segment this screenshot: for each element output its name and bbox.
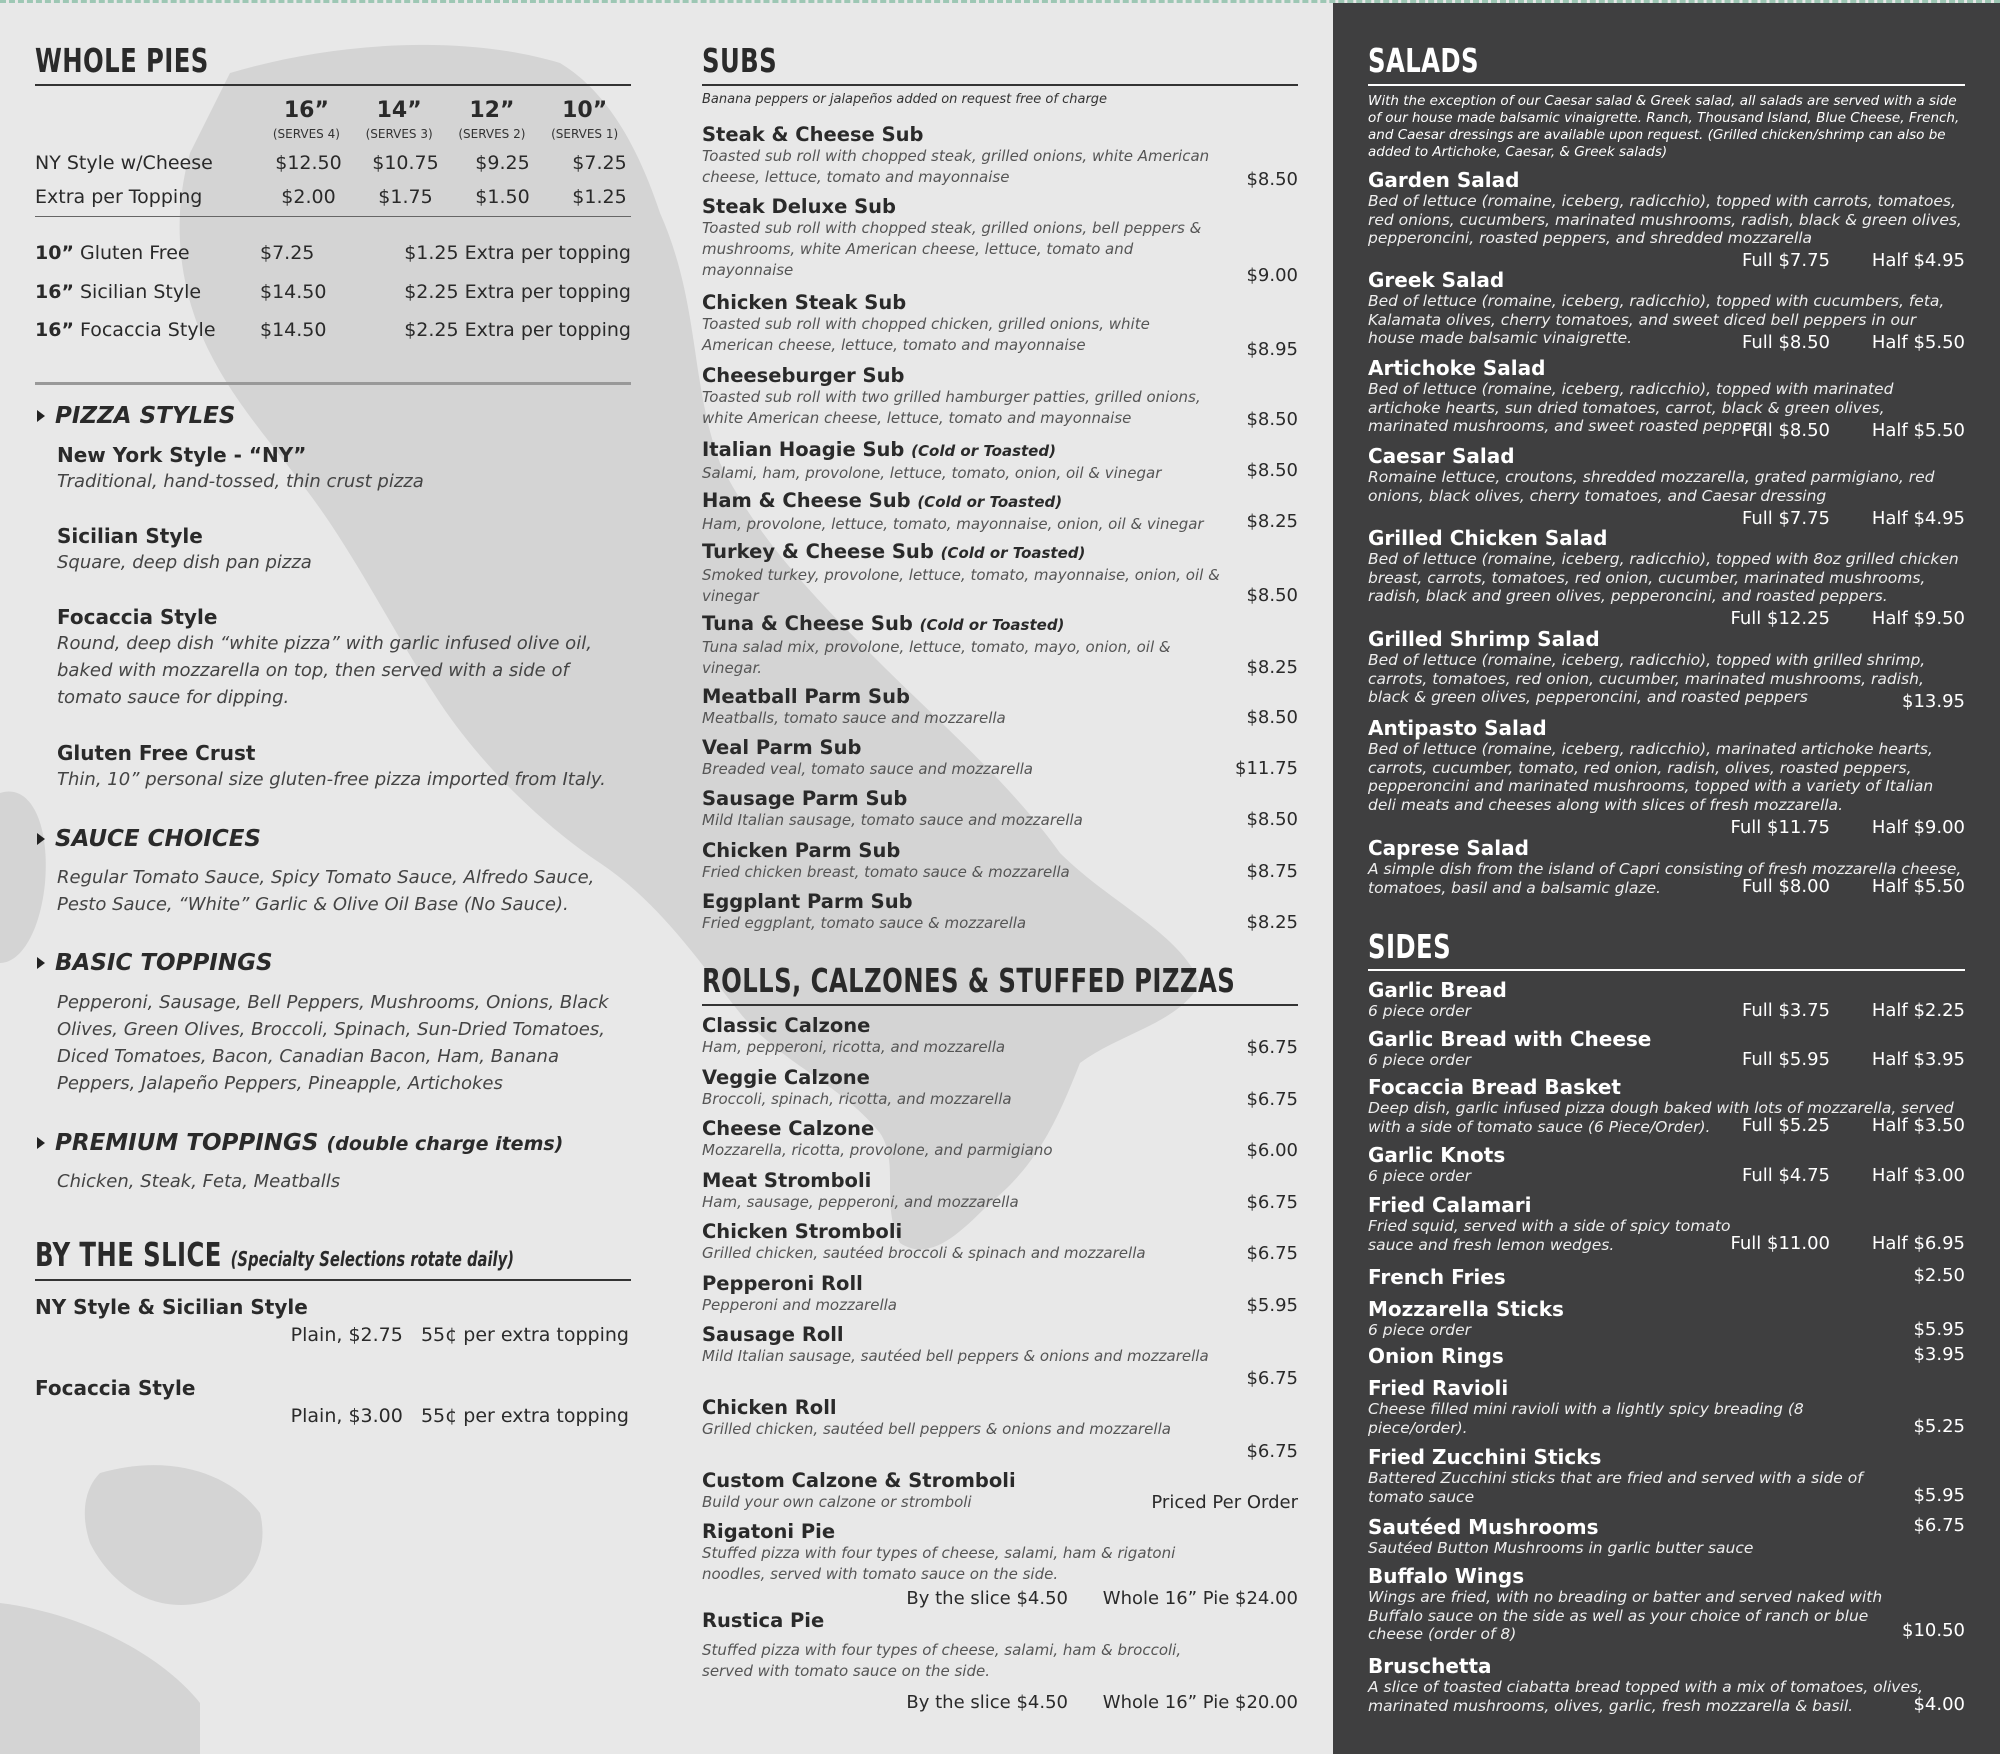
slice-subtitle: (Specialty Selections rotate daily) [230,1247,514,1271]
item-price: $8.50 [1246,707,1298,728]
full-price: Full $8.50 [1741,420,1830,441]
item-name: Fried Ravioli [1368,1376,1509,1400]
item-price: $5.95 [1246,1295,1298,1316]
item-price: $6.75 [1246,1441,1298,1462]
price-cell: $7.25 [260,242,315,264]
size-label: 10” [562,98,608,123]
item-desc: Ham, pepperoni, ricotta, and mozzarella [702,1038,1006,1056]
item-name: Classic Calzone [702,1014,871,1037]
style-item [57,740,631,793]
style-item [57,604,617,711]
item-desc: Fried chicken breast, tomato sauce & mozzarella [702,863,1070,881]
item-name: Cheese Calzone [702,1117,875,1140]
style-title: Sicilian Style [57,524,203,548]
premium-toppings-text: Chicken, Steak, Feta, Meatballs [57,1171,341,1192]
full-price: Full $3.75 [1741,1000,1830,1021]
item-desc: Mild Italian sausage, tomato sauce and mozzarella [702,811,1083,829]
size-label: 14” [376,98,422,123]
item-note: (Cold or Toasted) [911,442,1056,460]
pies-divider [35,216,631,217]
half-price: $3.95 [1913,1344,1965,1365]
item-desc: A simple dish from the island of Capri consisting of fresh mozzarella cheese, tomatoes, basil and a balsamic glaze. [1368,860,1962,897]
side-item [1368,1297,1965,1340]
premium-toppings-heading [35,1130,563,1156]
item-desc: Tuna salad mix, provolone, lettuce, tomato, mayo, onion, oil & vinegar. [702,638,1171,677]
item-name-text: Turkey & Cheese Sub [702,540,934,563]
style-desc: Traditional, hand-tossed, thin crust pizza [57,471,424,492]
price-cell: $10.75 [372,152,439,174]
full-price: Full $7.75 [1741,250,1830,271]
serves-label: (SERVES 2) [458,127,526,141]
item-price: $6.75 [1246,1368,1298,1389]
side-item [1368,1654,1965,1715]
item-desc: Cheese filled mini ravioli with a lightly spicy breading (8 piece/order). [1368,1400,1804,1437]
item-name: Rigatoni Pie [702,1520,836,1543]
half-price: $2.50 [1913,1265,1965,1286]
basic-toppings-text: Pepperoni, Sausage, Bell Peppers, Mushrooms, Onions, Black Olives, Green Olives, Broccoli, Spinach, Sun-Dried Tomatoes, Diced Tomatoes, Bacon, Canadian Bacon, Ham, Banana Peppers, Jalapeño Peppers, Pineapple, Artichokes [57,992,609,1094]
item-name: Artichoke Salad [1368,356,1546,380]
item-name [702,736,1298,759]
row-label: 16” Focaccia Style [35,319,216,341]
item-name: French Fries [1368,1265,1506,1289]
item-price: $6.75 [1246,1037,1298,1058]
price-cell: $7.25 [572,152,627,174]
item-desc: Battered Zucchini sticks that are fried and served with a side of tomato sauce [1368,1469,1863,1506]
side-item [1368,1445,1965,1506]
style-desc: Round, deep dish “white pizza” with garlic infused olive oil, baked with mozzarella on top, then served with a side of tomato sauce for dipping. [57,633,592,708]
rolls-heading: ROLLS, CALZONES & STUFFED PIZZAS [702,961,1236,1000]
item-price: $6.75 [1246,1089,1298,1110]
size-14 [353,98,446,141]
item-name-text: Chicken Steak Sub [702,291,907,314]
item-desc: Sautéed Button Mushrooms in garlic butter sauce [1368,1539,1754,1557]
extra-cell: $2.25 Extra per topping [404,319,631,341]
sauce-choices-heading: SAUCE CHOICES [35,826,261,852]
sub-item [702,787,1298,831]
item-desc: Bed of lettuce (romaine, iceberg, radicchio), topped with grilled shrimp, carrots, tomatoes, red onion, cucumber, marinated mushrooms, radish, black & green olives, pepperoncini, and roasted peppers [1368,651,1926,706]
item-name-text: Sausage Parm Sub [702,787,908,810]
item-price: $6.00 [1246,1140,1298,1161]
item-desc: A slice of toasted ciabatta bread topped with a mix of tomatoes, olives, marinated mushrooms, olives, garlic, fresh mozzarella & basil. [1368,1678,1923,1715]
serves-label: (SERVES 3) [365,127,433,141]
row-label: NY Style w/Cheese [35,152,213,174]
subs-rule [702,84,1298,86]
item-name: Buffalo Wings [1368,1564,1525,1588]
item-name: Garlic Bread [1368,978,1507,1002]
column-salads-sides [1333,3,2000,1754]
subs-note: Banana peppers or jalapeños added on request free of charge [702,92,1108,107]
price-cell: $14.50 [260,319,327,341]
salad-item [1368,356,1965,441]
slice-price: By the slice $4.50 [906,1588,1068,1609]
slice-price: Plain, $2.75 55¢ per extra topping [290,1324,629,1346]
full-price: Full $7.75 [1741,508,1830,529]
half-price: $4.00 [1913,1694,1965,1715]
item-name: Caprese Salad [1368,836,1529,860]
item-name: Chicken Stromboli [702,1220,903,1243]
specialty-row-focaccia [35,319,631,341]
item-name-text: Cheeseburger Sub [702,364,905,387]
sub-item [702,489,1298,535]
item-name: Custom Calzone & Stromboli [702,1469,1016,1492]
salad-item [1368,168,1965,271]
row-label: Extra per Topping [35,186,203,208]
item-name: Pepperoni Roll [702,1272,863,1295]
sub-item [702,839,1298,883]
item-desc: Mild Italian sausage, sautéed bell peppers & onions and mozzarella [702,1347,1209,1365]
roll-item [702,1014,1298,1058]
full-price: Full $5.25 [1741,1115,1830,1136]
whole-price: Whole 16” Pie $20.00 [1102,1692,1298,1713]
item-desc: Bed of lettuce (romaine, iceberg, radicchio), topped with 8oz grilled chicken breast, carrots, tomatoes, red onion, cucumber, marinated mushrooms, radish, black and green olives, pepperoncini, and roasted peppers. [1368,550,1959,605]
item-name: Fried Calamari [1368,1193,1532,1217]
roll-item [702,1396,1298,1462]
item-name-text: Meatball Parm Sub [702,685,910,708]
sub-item [702,685,1298,729]
side-item [1368,978,1965,1021]
sub-item [702,736,1298,780]
salads-heading: SALADS [1368,41,1479,80]
sub-item [702,890,1298,934]
size-label: 12” [469,98,515,123]
item-price: $8.25 [1246,657,1298,678]
item-note: (Cold or Toasted) [940,544,1086,562]
half-price: Half $3.50 [1871,1115,1965,1136]
item-price: $11.75 [1235,758,1298,779]
item-name: Garlic Bread with Cheese [1368,1027,1652,1051]
item-name [702,195,1298,218]
half-price: Half $9.00 [1871,817,1965,838]
item-price: $6.75 [1246,1243,1298,1264]
side-item [1368,1376,1965,1437]
item-price: Priced Per Order [1151,1492,1298,1513]
full-price: Full $4.75 [1741,1165,1830,1186]
item-name [702,364,1298,387]
half-price: $5.95 [1913,1319,1965,1340]
roll-item [702,1066,1298,1110]
price-row-extra [35,186,631,216]
premium-subtitle: (double charge items) [326,1133,564,1155]
salads-rule [1368,84,1965,86]
pizza-styles-heading: PIZZA STYLES [35,403,235,429]
half-price: Half $5.50 [1871,876,1965,897]
item-name [702,685,1298,708]
row-label: 16” Sicilian Style [35,281,202,303]
item-desc: Broccoli, spinach, ricotta, and mozzarella [702,1090,1012,1108]
full-price: Full $5.95 [1741,1049,1830,1070]
salad-item [1368,268,1965,353]
half-price: Half $9.50 [1871,608,1965,629]
half-price: Half $4.95 [1871,508,1965,529]
section-divider [35,382,631,385]
item-desc: Smoked turkey, provolone, lettuce, tomato, mayonnaise, onion, oil & vinegar [702,566,1220,605]
item-name [702,540,1298,565]
pie-sizes-header [260,98,631,141]
specialty-row-sicilian [35,281,631,303]
salad-item [1368,836,1965,897]
salads-note: With the exception of our Caesar salad & Greek salad, all salads are served with a side of our house made balsamic vinaigrette. Ranch, Thousand Island, Blue Cheese, French, and Caesar dressings are available upon request. (Grilled chicken/shrimp can also be added to Artichoke, Caesar, & Greek salads) [1368,93,1960,160]
slice-item [35,1293,631,1349]
roll-item [702,1272,1298,1316]
item-name-text: Chicken Parm Sub [702,839,901,862]
item-desc: 6 piece order [1368,1167,1472,1185]
price-cell: $2.00 [281,186,336,208]
item-desc: 6 piece order [1368,1321,1472,1339]
price-cell: $12.50 [275,152,342,174]
whole-pies-heading: WHOLE PIES [35,41,209,80]
slice-name: NY Style & Sicilian Style [35,1295,308,1319]
sub-item [702,364,1298,429]
size-10 [538,98,631,141]
item-desc: 6 piece order [1368,1002,1472,1020]
price-row-ny [35,152,631,182]
item-desc: Bed of lettuce (romaine, iceberg, radicchio), topped with carrots, tomatoes, red onions, cucumbers, marinated mushrooms, radish, black & green olives, pepperoncini, roasted peppers, and shredded mozzarella [1368,192,1962,247]
slice-name: Focaccia Style [35,1376,196,1400]
item-desc: Bed of lettuce (romaine, iceberg, radicchio), marinated artichoke hearts, carrots, cucumber, tomato, red onion, radish, olives, roasted peppers, pepperoncini and marinated mushrooms, topped with a variety of Italian deli meats and cheeses along with slices of fresh mozzarella. [1368,740,1934,814]
side-item [1368,1564,1965,1644]
item-desc: Romaine lettuce, croutons, shredded mozzarella, grated parmigiano, red onions, black olives, cherry tomatoes, and Caesar dressing [1368,468,1935,505]
item-name: Garlic Knots [1368,1143,1506,1167]
salad-item [1368,716,1965,838]
item-name: Veggie Calzone [702,1066,870,1089]
price-cell: $1.50 [475,186,530,208]
item-name: Fried Zucchini Sticks [1368,1445,1602,1469]
price-cell: $1.75 [378,186,433,208]
item-desc: Bed of lettuce (romaine, iceberg, radicchio), topped with marinated artichoke hearts, sun dried tomatoes, carrot, black & green olives, marinated mushrooms, and sweet roasted peppers [1368,380,1894,435]
sub-item [702,540,1298,607]
item-desc: Build your own calzone or stromboli [702,1493,972,1511]
sub-item [702,195,1298,286]
item-price: $8.25 [1246,511,1298,532]
item-name-text: Steak & Cheese Sub [702,123,924,146]
half-price: Half $2.25 [1871,1000,1965,1021]
item-name: Antipasto Salad [1368,716,1547,740]
item-desc: Toasted sub roll with chopped chicken, grilled onions, white American cheese, lettuce, tomato and mayonnaise [702,315,1150,354]
side-item [1368,1075,1965,1136]
item-note: (Cold or Toasted) [917,493,1063,511]
full-price: Full $11.00 [1730,1233,1830,1254]
row-label: 10” Gluten Free [35,242,190,264]
item-name: Mozzarella Sticks [1368,1297,1564,1321]
item-name: Sautéed Mushrooms [1368,1515,1599,1539]
roll-item [702,1220,1298,1264]
item-price: $9.00 [1246,265,1298,286]
item-name [702,890,1298,913]
item-desc: Ham, provolone, lettuce, tomato, mayonnaise, onion, oil & vinegar [702,515,1204,533]
stuffed-pie-item [702,1520,1298,1609]
item-desc: Meatballs, tomato sauce and mozzarella [702,709,1006,727]
item-name: Bruschetta [1368,1654,1492,1678]
price-cell: $9.25 [475,152,530,174]
sub-item [702,291,1298,360]
style-item [57,523,631,576]
item-name [702,438,1298,463]
size-16 [260,98,353,141]
half-price: Half $3.95 [1871,1049,1965,1070]
style-title: Focaccia Style [57,605,218,629]
item-desc: Bed of lettuce (romaine, iceberg, radicchio), topped with cucumbers, feta, Kalamata olives, cherry tomatoes, and sweet diced bell peppers in our house made balsamic vinaigrette. [1368,292,1945,347]
item-name [702,612,1298,637]
item-note: (Cold or Toasted) [919,616,1065,634]
sides-heading: SIDES [1368,927,1452,966]
specialty-row-gluten [35,242,631,264]
item-name-text: Veal Parm Sub [702,736,862,759]
item-name: Grilled Chicken Salad [1368,526,1608,550]
side-item [1368,1027,1965,1070]
roll-item [702,1117,1298,1161]
sub-item [702,438,1298,484]
rolls-rule [702,1004,1298,1006]
roll-item [702,1323,1298,1389]
by-the-slice-heading [35,1235,514,1279]
item-name: Sausage Roll [702,1323,844,1346]
item-name-text: Italian Hoagie Sub [702,438,905,461]
item-desc: Deep dish, garlic infused pizza dough baked with lots of mozzarella, served with a side of tomato sauce (6 Piece/Order). [1368,1099,1954,1136]
item-name [702,291,1298,314]
stuffed-pie-item [702,1609,1298,1713]
item-price: $6.75 [1246,1192,1298,1213]
whole-price: Whole 16” Pie $24.00 [1102,1588,1298,1609]
salad-item [1368,444,1965,529]
item-price: $8.25 [1246,912,1298,933]
item-desc: Pepperoni and mozzarella [702,1296,897,1314]
item-desc: Salami, ham, provolone, lettuce, tomato, onion, oil & vinegar [702,464,1162,482]
item-desc: Toasted sub roll with two grilled hamburger patties, grilled onions, white American cheese, lettuce, tomato and mayonnaise [702,388,1201,427]
half-price: Half $5.50 [1871,332,1965,353]
slice-price: Plain, $3.00 55¢ per extra topping [290,1405,629,1427]
item-price: $8.50 [1246,585,1298,606]
side-item [1368,1193,1965,1254]
item-name: Caesar Salad [1368,444,1515,468]
style-desc: Square, deep dish pan pizza [57,552,312,573]
item-desc: Toasted sub roll with chopped steak, grilled onions, bell peppers & mushrooms, white American cheese, lettuce, tomato and mayonnaise [702,219,1202,279]
item-name-text: Ham & Cheese Sub [702,489,911,512]
item-name: Meat Stromboli [702,1169,872,1192]
item-name-text: Steak Deluxe Sub [702,195,896,218]
item-desc: Wings are fried, with no breading or batter and served naked with Buffalo sauce on the side as well as your choice of ranch or blue cheese (order of 8) [1368,1588,1883,1643]
half-price: $10.50 [1902,1620,1965,1641]
premium-title: PREMIUM TOPPINGS [55,1130,319,1156]
item-desc: Ham, sausage, pepperoni, and mozzarella [702,1193,1019,1211]
side-item [1368,1344,1965,1368]
slice-price: By the slice $4.50 [906,1692,1068,1713]
serves-label: (SERVES 1) [551,127,619,141]
style-item [57,442,631,495]
roll-item [702,1169,1298,1213]
item-name: Grilled Shrimp Salad [1368,627,1600,651]
item-name: Focaccia Bread Basket [1368,1075,1621,1099]
item-desc: Toasted sub roll with chopped steak, grilled onions, white American cheese, lettuce, tomato and mayonnaise [702,147,1210,186]
item-desc: Breaded veal, tomato sauce and mozzarella [702,760,1034,778]
item-name-text: Tuna & Cheese Sub [702,612,913,635]
half-price: Half $3.00 [1871,1165,1965,1186]
slice-item [35,1374,631,1430]
item-name: Onion Rings [1368,1344,1504,1368]
item-name [702,787,1298,810]
serves-label: (SERVES 4) [272,127,340,141]
extra-cell: $1.25 Extra per topping [404,242,631,264]
style-title: Gluten Free Crust [57,741,256,765]
item-desc: Mozzarella, ricotta, provolone, and parmigiano [702,1141,1053,1159]
size-12 [446,98,539,141]
sub-item [702,612,1298,679]
item-desc: Grilled chicken, sautéed broccoli & spinach and mozzarella [702,1244,1146,1262]
item-name [702,123,1298,146]
side-item [1368,1515,1965,1558]
half-price: Half $6.95 [1871,1233,1965,1254]
salad-item [1368,526,1965,629]
basic-toppings-heading: BASIC TOPPINGS [35,950,273,976]
sides-rule [1368,969,1965,971]
slice-rule [35,1279,631,1281]
item-desc: Fried eggplant, tomato sauce & mozzarella [702,914,1027,932]
item-name-text: Eggplant Parm Sub [702,890,913,913]
half-price: $5.25 [1913,1416,1965,1437]
style-desc: Thin, 10” personal size gluten-free pizza imported from Italy. [57,769,606,790]
whole-pies-rule [35,84,631,86]
size-label: 16” [283,98,329,123]
item-name: Greek Salad [1368,268,1505,292]
price-cell: $1.25 [572,186,627,208]
item-price: $8.50 [1246,460,1298,481]
item-price: $8.50 [1246,169,1298,190]
roll-item [702,1469,1298,1513]
slice-title: BY THE SLICE [35,1235,222,1274]
side-item [1368,1143,1965,1186]
full-price: Full $8.50 [1741,332,1830,353]
price-cell: $14.50 [260,281,327,303]
item-desc: Fried squid, served with a side of spicy tomato sauce and fresh lemon wedges. [1368,1217,1731,1254]
half-price: Half $4.95 [1871,250,1965,271]
item-desc: Grilled chicken, sautéed bell peppers & onions and mozzarella [702,1420,1171,1438]
full-price: Full $11.75 [1730,817,1830,838]
style-title: New York Style - “NY” [57,443,307,467]
half-price: $5.95 [1913,1485,1965,1506]
item-desc: Stuffed pizza with four types of cheese, salami, ham & broccoli, served with tomato sauce on the side. [702,1641,1182,1680]
full-price: Full $8.00 [1741,876,1830,897]
sauce-choices-text: Regular Tomato Sauce, Spicy Tomato Sauce, Alfredo Sauce, Pesto Sauce, “White” Garlic & Olive Oil Base (No Sauce). [57,867,595,915]
subs-heading: SUBS [702,41,778,80]
item-price: $8.50 [1246,809,1298,830]
half-price: $13.95 [1902,691,1965,712]
item-desc: Stuffed pizza with four types of cheese, salami, ham & rigatoni noodles, served with tomato sauce on the side. [702,1544,1176,1583]
full-price: Full $12.25 [1730,608,1830,629]
side-item [1368,1265,1965,1289]
item-desc: 6 piece order [1368,1051,1472,1069]
item-price: $8.50 [1246,409,1298,430]
item-name [702,489,1298,514]
sub-item [702,123,1298,188]
extra-cell: $2.25 Extra per topping [404,281,631,303]
item-price: $8.95 [1246,339,1298,360]
salad-item [1368,627,1965,712]
item-price: $8.75 [1246,861,1298,882]
item-name: Chicken Roll [702,1396,837,1419]
item-name [702,839,1298,862]
half-price: $6.75 [1913,1515,1965,1536]
item-name: Garden Salad [1368,168,1520,192]
item-name: Rustica Pie [702,1609,825,1632]
half-price: Half $5.50 [1871,420,1965,441]
